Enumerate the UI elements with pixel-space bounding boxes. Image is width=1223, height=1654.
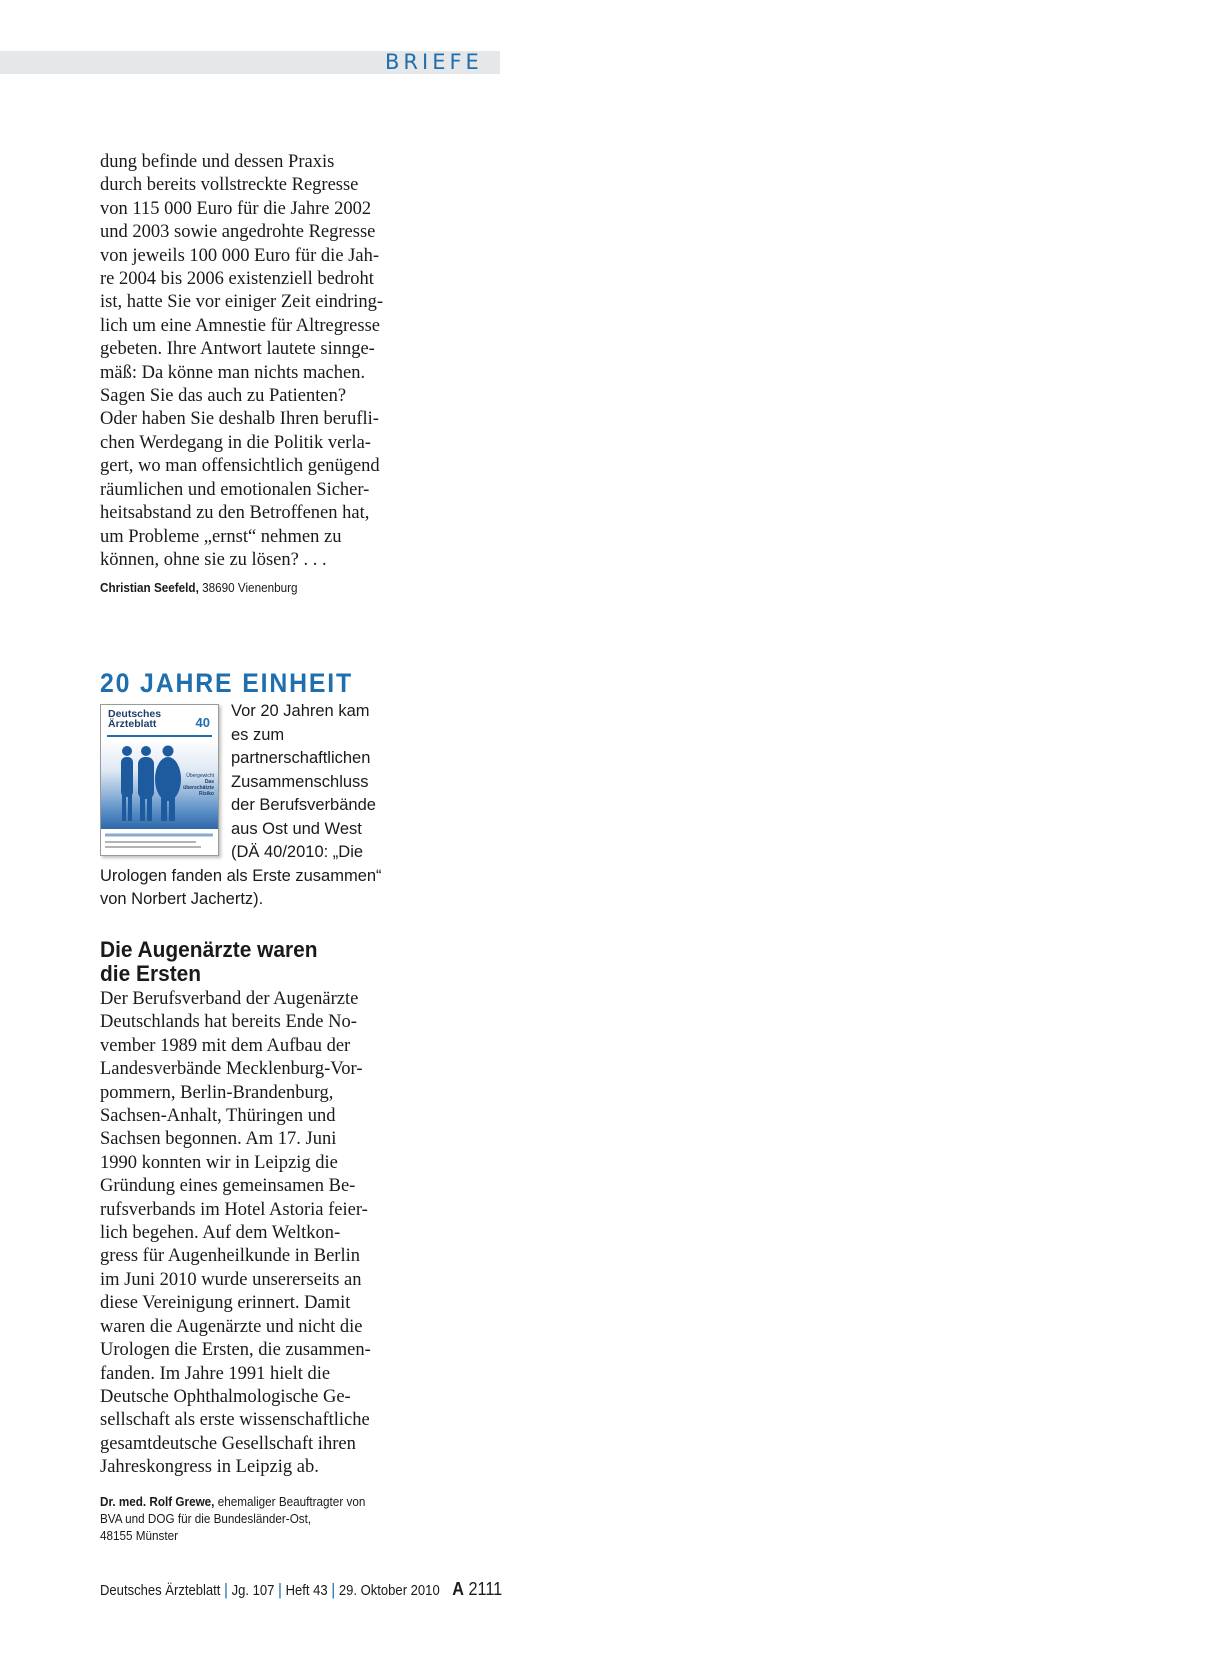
author-name-second: Dr. med. Rolf Grewe, [100, 1493, 215, 1509]
footer-page-number: 2111 [468, 1579, 503, 1599]
cover-topic-line1: Übergewicht [186, 773, 214, 779]
letter-body: dung befinde und dessen Praxis durch bereits vollstreckte Regresse von 115 000 Euro für die Jahre 2002 und 2003 sowie angedrohte Regresse von jeweils 100 000 Euro für die Jah- re 2004 bis 2006 existenziell bedroht ist, hatte Sie vor einiger Zeit eindring- lich um eine Amnestie für Altregresse gebeten. Ihre Antwort lautete sinnge- mäß: Da könne man nichts machen. Sagen Sie das auch zu Patienten? Oder haben Sie deshalb Ihren berufli- chen Werdegang in die Politik verla- gert, wo man offensichtlich genügend räumlichen und emotionalen Sicher- heitsabstand zu den Betroffenen hat, um Probleme „ernst“ nehmen zu können, ohne sie zu lösen? . . . [100, 152, 384, 570]
teaser [100, 700, 385, 912]
letter-headline: Die Augenärzte waren die Ersten [100, 937, 318, 986]
letter-second [100, 988, 385, 1544]
cover-topic-line4: Risiko [198, 791, 214, 797]
cover-masthead [108, 709, 161, 729]
footer-page [452, 1579, 502, 1599]
page-footer [100, 1579, 502, 1600]
footer-date: 29. Oktober 2010 [338, 1583, 440, 1599]
cover-topic [174, 773, 214, 797]
footer-separator: | [331, 1580, 336, 1599]
letter-continuation [100, 151, 385, 596]
letter-byline [100, 579, 388, 596]
teaser-text: Vor 20 Jahren kam es zum partnerschaftlichen Zusammenschluss der Berufsverbände aus Ost und West (DÄ 40/2010: „Die Urologen fanden als Erste zusammen“ von Norbert Jachertz). [100, 702, 382, 908]
section-label: BRIEFE [385, 50, 483, 74]
cover-title-line1: Deutsches [108, 708, 162, 720]
cover-issue-number: 40 [195, 715, 210, 730]
rubric-title: 20 JAHRE EINHEIT [100, 668, 354, 698]
footer-separator: | [224, 1580, 228, 1599]
cover-title-line2: Ärzteblatt [108, 718, 157, 730]
author-name: Christian Seefeld, [100, 580, 199, 596]
footer-page-prefix: A [452, 1579, 465, 1599]
footer-journal: Deutsches Ärzteblatt [100, 1583, 221, 1599]
footer-separator: | [278, 1580, 282, 1599]
magazine-cover-image [100, 704, 219, 856]
cover-topic-line2: Das [204, 779, 214, 785]
letter-body-second: Der Berufsverband der Augenärzte Deutschlands hat bereits Ende No- vember 1989 mit dem Aufbau der Landesverbände Mecklenburg-Vor- pommern, Berlin-Brandenburg, Sachsen-Anhalt, Thüringen und Sachsen begonnen. Am 17. Juni 1990 konnten wir in Leipzig die Gründung eines gemeinsamen Be- rufsverbands im Hotel Astoria feier- lich begehen. Auf dem Weltkon- gress für Augenheilkunde in Berlin im Juni 2010 wurde unsererseits an diese Vereinigung erinnert. Damit waren die Augenärzte und nicht die Urologen die Ersten, die zusammen- fanden. Im Jahre 1991 hielt die Deutsche Ophthalmologische Ge- sellschaft als erste wissenschaftliche gesamtdeutsche Gesellschaft ihren Jahreskongress in Leipzig ab. [100, 989, 371, 1478]
cover-topic-line3: überschätzte [183, 785, 214, 791]
author-place: 38690 Vienenburg [198, 580, 298, 596]
author-detail-second: ehemaliger Beauftragter von BVA und DOG für die Bundesländer-Ost, 48155 Münster [100, 1493, 366, 1543]
letter-byline-second [100, 1493, 388, 1544]
footer-volume: Jg. 107 [231, 1583, 275, 1599]
footer-issue: Heft 43 [285, 1583, 328, 1599]
